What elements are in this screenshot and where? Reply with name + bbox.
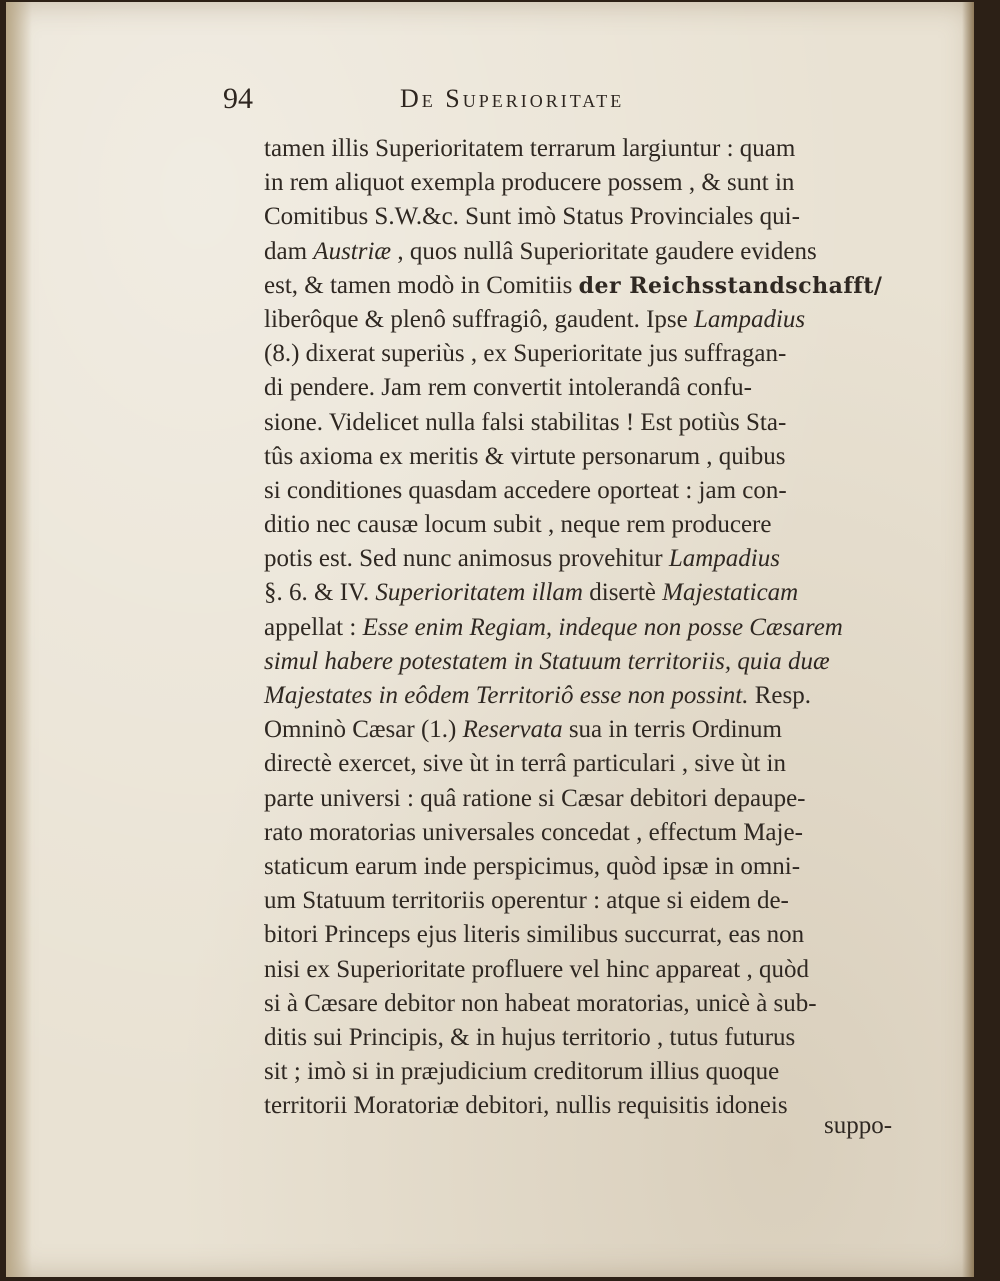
text-run: parte universi : quâ ratione si Cæsar debitori depaupe-: [264, 784, 806, 812]
text-line: [264, 884, 914, 918]
text-run: nisi ex Superioritate profluere vel hinc appareat , quòd: [264, 955, 809, 983]
text-run: staticum earum inde perspicimus, quòd ipsæ in omni-: [264, 852, 801, 880]
text-line: [264, 542, 914, 576]
text-line: [264, 303, 914, 337]
italic-text-run: Lampadius: [668, 545, 780, 573]
text-line: [264, 645, 914, 679]
text-line: [264, 1089, 914, 1123]
text-run: tamen illis Superioritatem terrarum largiuntur : quam: [264, 135, 796, 162]
text-run: directè exercet, sive ùt in terrâ particulari , sive ùt in: [264, 750, 786, 778]
text-line: [264, 440, 914, 474]
text-run: disertè: [583, 579, 663, 607]
text-line: [264, 1055, 914, 1089]
text-run: si conditiones quasdam accedere oporteat : jam con-: [264, 476, 787, 504]
italic-text-run: Austriæ: [313, 237, 392, 265]
text-line: [264, 850, 914, 884]
text-line: [264, 576, 914, 610]
text-line: [264, 132, 914, 166]
italic-text-run: Lampadius: [693, 305, 806, 333]
page-header: [6, 82, 974, 122]
blackletter-text-run: der Reichsstandschafft/: [578, 272, 883, 299]
text-run: sit ; imò si in præjudicium creditorum illius quoque: [264, 1058, 780, 1086]
catchword: suppo-: [824, 1112, 893, 1139]
text-run: §. 6. & IV.: [264, 579, 376, 607]
text-run: Omninò Cæsar (1.): [264, 716, 463, 744]
text-run: potis est. Sed nunc animosus provehitur: [264, 545, 669, 573]
text-line: [264, 508, 914, 542]
text-line: [264, 1021, 914, 1055]
running-title: De Superioritate: [400, 84, 625, 113]
text-line: [264, 679, 914, 713]
text-line: [264, 953, 914, 987]
text-line: [264, 713, 914, 747]
text-run: territorii Moratoriæ debitori, nullis requisitis idoneis: [264, 1092, 788, 1120]
text-run: , quos nullâ Superioritate gaudere evidens: [391, 237, 817, 265]
italic-text-run: Majestates in eôdem Territoriô esse non possint.: [264, 682, 749, 709]
text-line: [264, 474, 914, 508]
text-run: liberôque & plenô suffragiô, gaudent. Ipse: [264, 305, 694, 333]
page-number: 94: [223, 82, 253, 115]
italic-text-run: Majestaticam: [662, 579, 799, 607]
italic-text-run: simul habere potestatem in Statuum territoriis, quia duæ: [264, 647, 830, 675]
text-run: sione. Videlicet nulla falsi stabilitas ! Est potiùs Sta-: [264, 408, 787, 436]
text-run: ditis sui Principis, & in hujus territorio , tutus futurus: [264, 1023, 796, 1051]
italic-text-run: Esse enim Regiam, indeque non posse Cæsarem: [362, 613, 843, 641]
text-run: Resp.: [748, 682, 811, 709]
text-run: appellat :: [264, 613, 363, 641]
text-run: Comitibus S.W.&c. Sunt imò Status Provinciales qui-: [264, 203, 800, 231]
text-line: [264, 918, 914, 952]
text-run: bitori Princeps ejus literis similibus succurrat, eas non: [264, 921, 805, 949]
page-edge-shadow: [962, 2, 974, 1277]
text-run: rato moratorias universales concedat , effectum Maje-: [264, 818, 803, 846]
text-line: [264, 269, 914, 303]
text-run: sua in terris Ordinum: [562, 716, 782, 744]
book-page: [6, 2, 974, 1277]
text-line: [264, 235, 914, 269]
text-run: tûs axioma ex meritis & virtute personarum , quibus: [264, 442, 786, 470]
text-run: ditio nec causæ locum subit , neque rem producere: [264, 511, 772, 539]
text-run: di pendere. Jam rem convertit intolerandâ confu-: [264, 374, 753, 402]
text-run: si à Cæsare debitor non habeat moratorias, unicè à sub-: [264, 989, 817, 1017]
text-run: um Statuum territoriis operentur : atque si eidem de-: [264, 887, 789, 915]
text-line: [264, 371, 914, 405]
body-text: [264, 132, 914, 1123]
text-line: [264, 816, 914, 850]
text-run: est, & tamen modò in Comitiis: [264, 271, 579, 299]
italic-text-run: Reservata: [462, 716, 563, 744]
text-line: [264, 987, 914, 1021]
text-line: [264, 782, 914, 816]
text-run: in rem aliquot exempla producere possem , & sunt in: [264, 169, 795, 197]
text-line: [264, 747, 914, 781]
text-run: (8.) dixerat superiùs , ex Superioritate jus suffragan-: [264, 340, 787, 368]
text-run: dam: [264, 237, 314, 265]
text-line: [264, 406, 914, 440]
text-line: [264, 200, 914, 234]
text-line: [264, 611, 914, 645]
italic-text-run: Superioritatem illam: [375, 579, 583, 607]
text-line: [264, 337, 914, 371]
page-gutter-shadow: [6, 2, 32, 1277]
text-line: [264, 166, 914, 200]
